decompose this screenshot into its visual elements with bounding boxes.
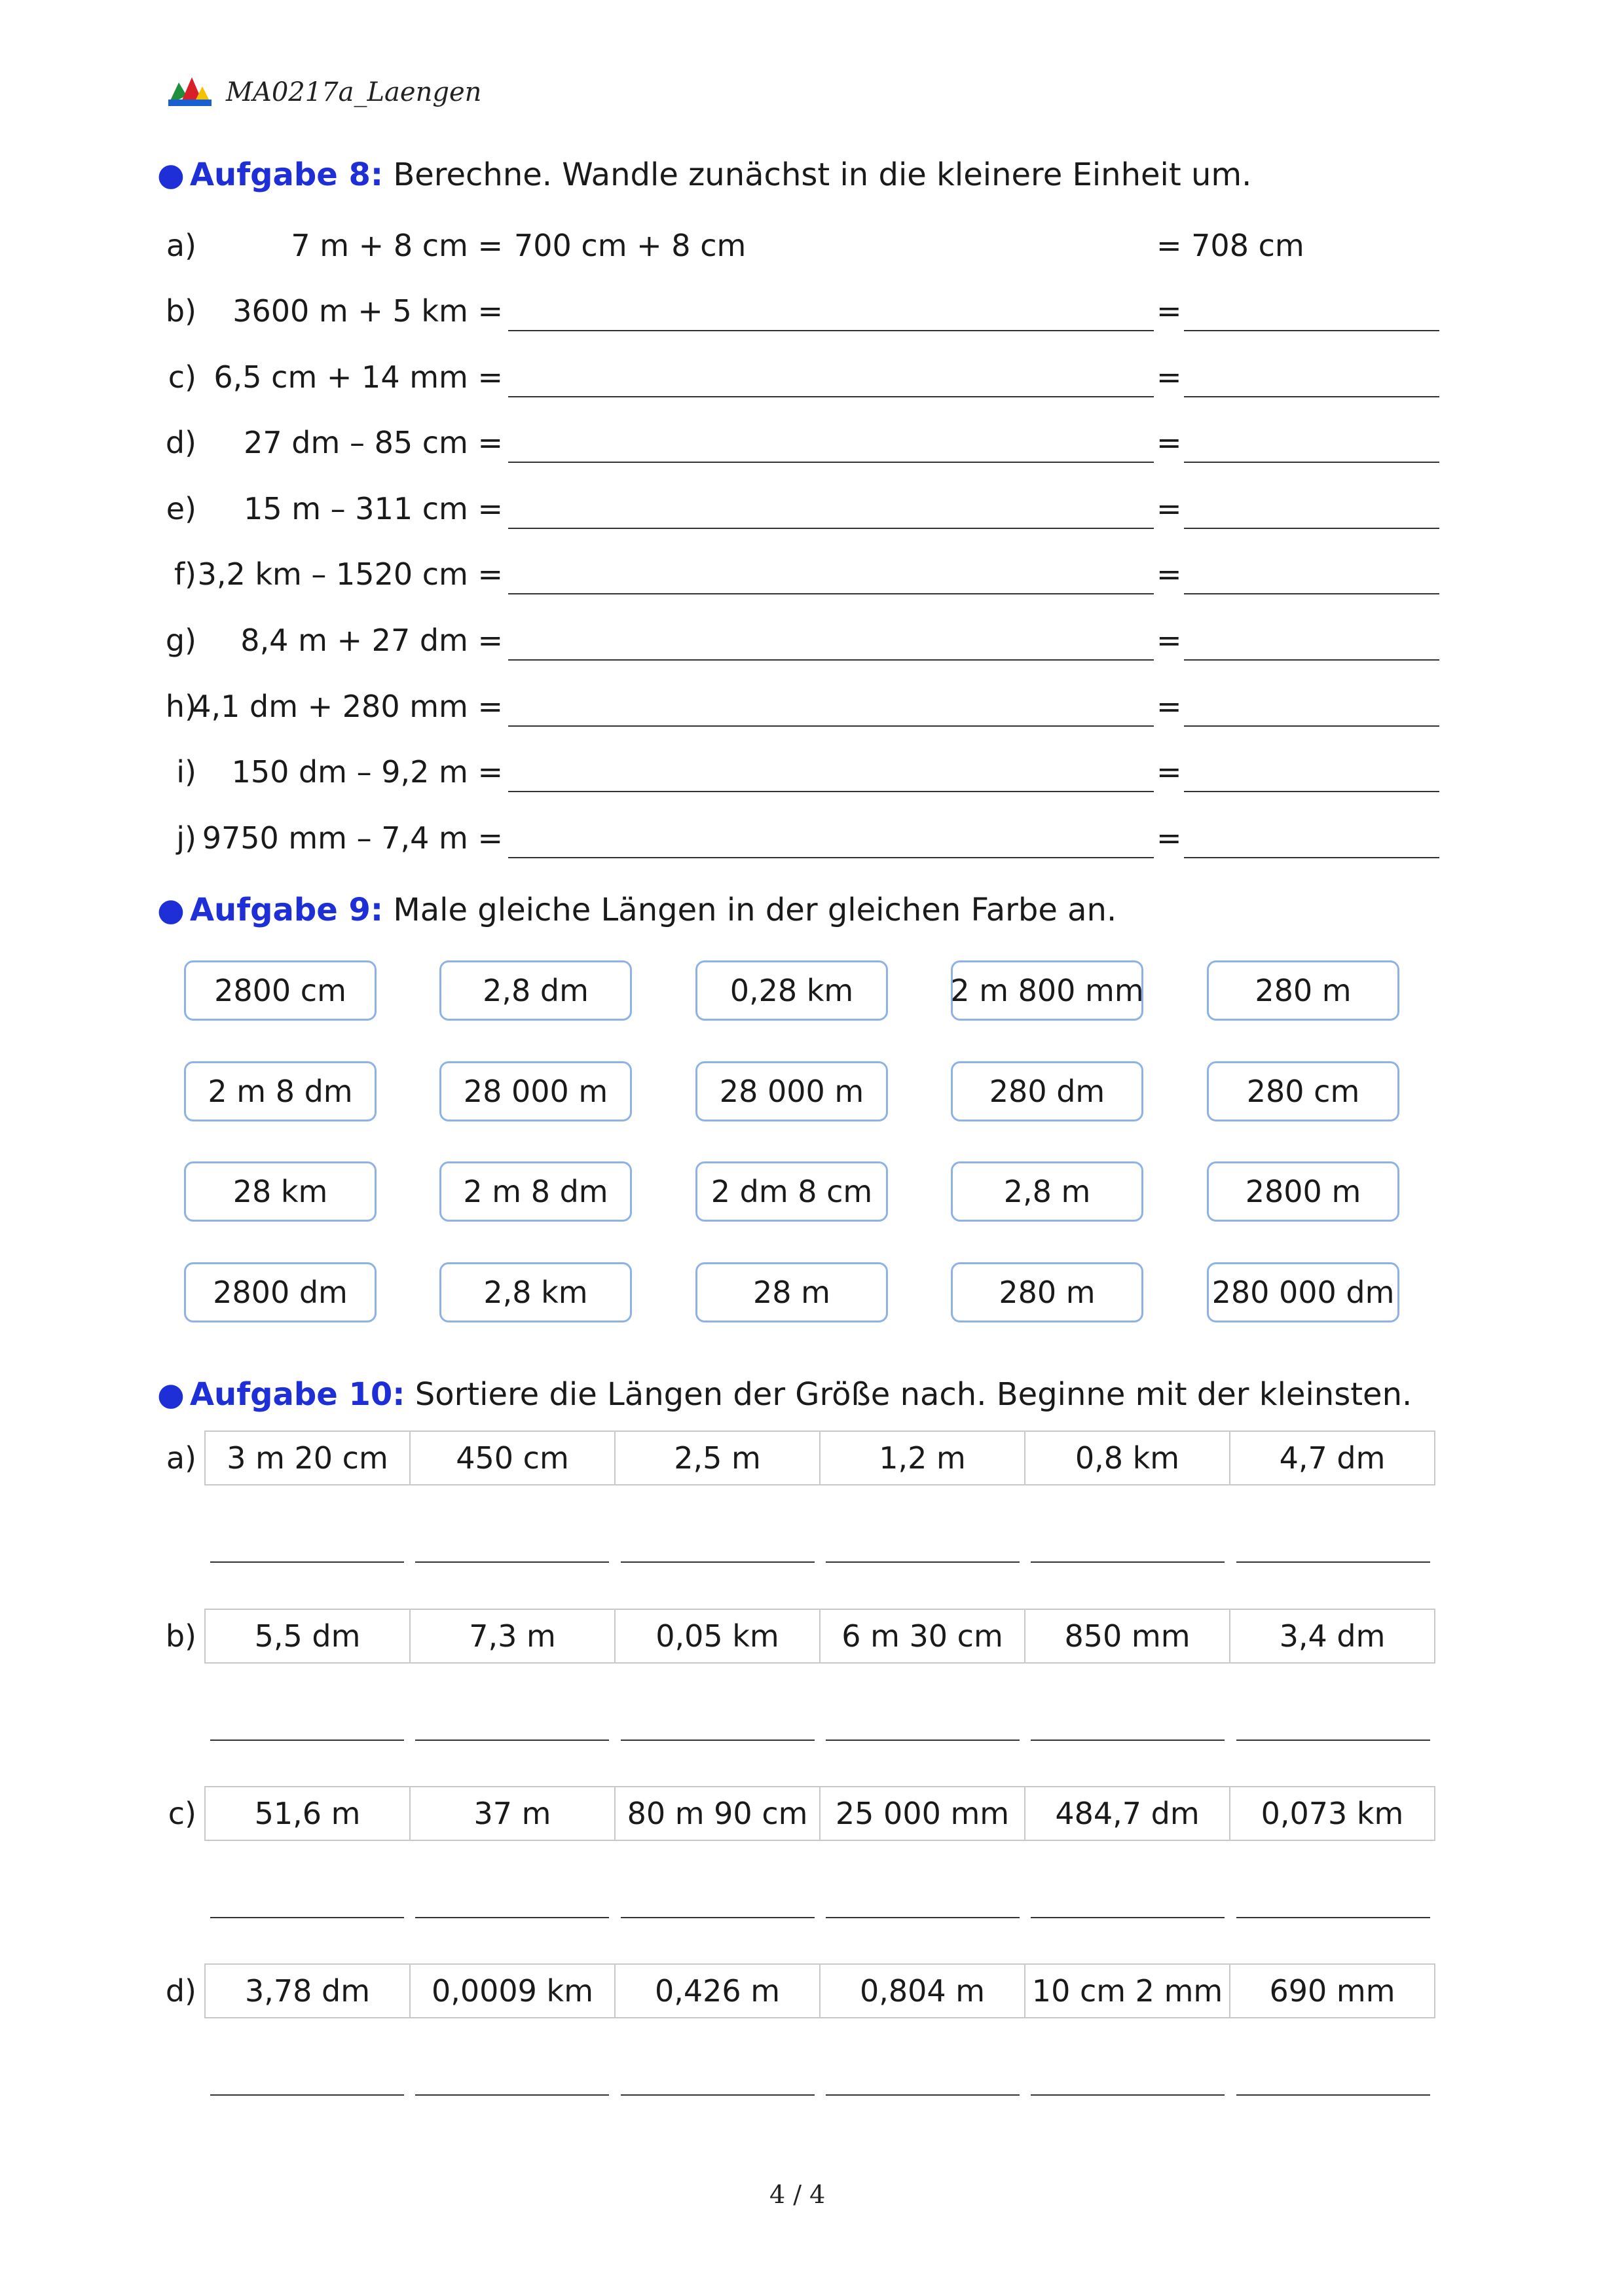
task10-label: Aufgabe 10: bbox=[189, 1376, 405, 1413]
result-line[interactable] bbox=[1184, 462, 1439, 463]
length-box[interactable]: 2800 m bbox=[1207, 1161, 1399, 1222]
task8-row bbox=[0, 551, 1624, 597]
answer-line[interactable] bbox=[508, 725, 1154, 727]
expression: 7 m + 8 cm = bbox=[291, 228, 503, 263]
task8-row bbox=[0, 815, 1624, 861]
length-box[interactable]: 280 dm bbox=[951, 1061, 1143, 1121]
answer-line[interactable] bbox=[1236, 1917, 1430, 1918]
row-letter: b) bbox=[165, 293, 196, 329]
equals-sign: = bbox=[1156, 359, 1182, 395]
bullet-icon: ● bbox=[157, 892, 185, 928]
answer-line[interactable] bbox=[415, 1917, 609, 1918]
expression: 6,5 cm + 14 mm = bbox=[213, 359, 503, 395]
length-box[interactable]: 2 m 8 dm bbox=[439, 1161, 632, 1222]
table-cell: 0,426 m bbox=[614, 1965, 819, 2017]
table-cell: 1,2 m bbox=[819, 1432, 1024, 1484]
task8-example-row bbox=[0, 223, 1624, 268]
answer-line[interactable] bbox=[1031, 2094, 1225, 2096]
sort-table bbox=[204, 1963, 1435, 2018]
expression: 4,1 dm + 280 mm = bbox=[192, 688, 503, 724]
length-box[interactable]: 2800 cm bbox=[184, 960, 377, 1021]
row-letter: c) bbox=[168, 359, 196, 395]
expression: 15 m – 311 cm = bbox=[244, 490, 503, 526]
answer-line[interactable] bbox=[1236, 1740, 1430, 1741]
expression: 3,2 km – 1520 cm = bbox=[197, 556, 503, 592]
page-number: 4 / 4 bbox=[769, 2180, 826, 2209]
length-box[interactable]: 2,8 dm bbox=[439, 960, 632, 1021]
equals-sign: = bbox=[1156, 490, 1182, 526]
row-letter: a) bbox=[166, 228, 196, 263]
length-box[interactable]: 28 000 m bbox=[695, 1061, 888, 1121]
result-line[interactable] bbox=[1184, 791, 1439, 792]
row-letter: j) bbox=[176, 820, 196, 856]
task8-row bbox=[0, 683, 1624, 729]
result-line[interactable] bbox=[1184, 528, 1439, 529]
bullet-icon: ● bbox=[157, 1376, 185, 1413]
document-title: MA0217a_Laengen bbox=[226, 77, 482, 107]
length-box[interactable]: 2 m 8 dm bbox=[184, 1061, 377, 1121]
worked-step: 700 cm + 8 cm bbox=[514, 228, 747, 263]
answer-line[interactable] bbox=[508, 857, 1154, 858]
length-box[interactable]: 280 m bbox=[951, 1262, 1143, 1322]
answer-line[interactable] bbox=[621, 1740, 815, 1741]
table-cell: 850 mm bbox=[1024, 1610, 1229, 1662]
table-cell: 0,0009 km bbox=[409, 1965, 614, 2017]
length-box[interactable]: 2800 dm bbox=[184, 1262, 377, 1322]
answer-line[interactable] bbox=[415, 1740, 609, 1741]
answer-line[interactable] bbox=[415, 1561, 609, 1563]
expression: 9750 mm – 7,4 m = bbox=[202, 820, 503, 856]
table-cell: 5,5 dm bbox=[254, 1618, 361, 1654]
publisher-logo-icon bbox=[167, 73, 213, 107]
answer-line[interactable] bbox=[210, 1917, 404, 1918]
task8-row bbox=[0, 617, 1624, 663]
expression: 3600 m + 5 km = bbox=[232, 293, 503, 329]
length-box[interactable]: 0,28 km bbox=[695, 960, 888, 1021]
worked-result: = 708 cm bbox=[1156, 228, 1304, 263]
table-cell: 0,073 km bbox=[1229, 1787, 1434, 1840]
result-line[interactable] bbox=[1184, 330, 1439, 331]
equals-sign: = bbox=[1156, 556, 1182, 592]
table-cell: 450 cm bbox=[409, 1432, 614, 1484]
answer-line[interactable] bbox=[621, 2094, 815, 2096]
answer-line[interactable] bbox=[508, 659, 1154, 661]
task8-instruction: Berechne. Wandle zunächst in die kleinere Einheit um. bbox=[393, 156, 1252, 193]
result-line[interactable] bbox=[1184, 725, 1439, 727]
row-letter: a) bbox=[166, 1440, 196, 1476]
result-line[interactable] bbox=[1184, 659, 1439, 661]
answer-line[interactable] bbox=[210, 1561, 404, 1563]
task8-row bbox=[0, 420, 1624, 465]
answer-line[interactable] bbox=[826, 1740, 1020, 1741]
length-box[interactable]: 28 000 m bbox=[439, 1061, 632, 1121]
table-cell: 0,804 m bbox=[819, 1965, 1024, 2017]
task8-heading bbox=[157, 155, 1251, 194]
answer-line[interactable] bbox=[508, 593, 1154, 594]
task8-label: Aufgabe 8: bbox=[189, 156, 384, 193]
answer-line[interactable] bbox=[1031, 1561, 1225, 1563]
answer-line[interactable] bbox=[415, 2094, 609, 2096]
table-cell: 10 cm 2 mm bbox=[1024, 1965, 1229, 2017]
task9-instruction: Male gleiche Längen in der gleichen Farbe an. bbox=[393, 892, 1117, 928]
equals-sign: = bbox=[1156, 623, 1182, 658]
task9-label: Aufgabe 9: bbox=[189, 892, 384, 928]
row-letter: b) bbox=[165, 1618, 196, 1654]
sort-table bbox=[204, 1609, 1435, 1664]
length-box[interactable]: 2 m 800 mm bbox=[951, 960, 1143, 1021]
task10-heading bbox=[157, 1375, 1412, 1414]
table-cell: 690 mm bbox=[1229, 1965, 1434, 2017]
answer-line[interactable] bbox=[826, 1561, 1020, 1563]
length-box[interactable]: 280 000 dm bbox=[1207, 1262, 1399, 1322]
equals-sign: = bbox=[1156, 293, 1182, 329]
answer-line[interactable] bbox=[508, 528, 1154, 529]
table-cell: 80 m 90 cm bbox=[614, 1787, 819, 1840]
table-cell: 0,8 km bbox=[1024, 1432, 1229, 1484]
answer-line[interactable] bbox=[210, 2094, 404, 2096]
result-line[interactable] bbox=[1184, 857, 1439, 858]
table-cell: 51,6 m bbox=[254, 1796, 361, 1831]
length-box[interactable]: 2,8 m bbox=[951, 1161, 1143, 1222]
length-box[interactable]: 2,8 km bbox=[439, 1262, 632, 1322]
table-cell: 2,5 m bbox=[614, 1432, 819, 1484]
row-letter: i) bbox=[176, 754, 196, 790]
row-letter: f) bbox=[174, 556, 196, 592]
task10-instruction: Sortiere die Längen der Größe nach. Beginne mit der kleinsten. bbox=[415, 1376, 1412, 1413]
table-cell: 3,78 dm bbox=[244, 1973, 371, 2009]
result-line[interactable] bbox=[1184, 396, 1439, 397]
table-cell: 4,7 dm bbox=[1229, 1432, 1434, 1484]
sort-table bbox=[204, 1430, 1435, 1485]
expression: 150 dm – 9,2 m = bbox=[231, 754, 503, 790]
task9-heading bbox=[157, 890, 1116, 930]
equals-sign: = bbox=[1156, 754, 1182, 790]
row-letter: e) bbox=[166, 490, 196, 526]
result-line[interactable] bbox=[1184, 593, 1439, 594]
answer-line[interactable] bbox=[1031, 1740, 1225, 1741]
row-letter: g) bbox=[165, 623, 196, 658]
row-letter: h) bbox=[165, 688, 196, 724]
length-box[interactable]: 2 dm 8 cm bbox=[695, 1161, 888, 1222]
expression: 27 dm – 85 cm = bbox=[244, 425, 503, 461]
answer-line[interactable] bbox=[1031, 1917, 1225, 1918]
task8-row bbox=[0, 288, 1624, 334]
table-cell: 3 m 20 cm bbox=[227, 1440, 388, 1476]
answer-line[interactable] bbox=[826, 2094, 1020, 2096]
answer-line[interactable] bbox=[508, 330, 1154, 331]
answer-line[interactable] bbox=[210, 1740, 404, 1741]
bullet-icon: ● bbox=[157, 156, 185, 193]
answer-line[interactable] bbox=[1236, 1561, 1430, 1563]
task8-row bbox=[0, 486, 1624, 532]
expression: 8,4 m + 27 dm = bbox=[240, 623, 503, 658]
table-cell: 25 000 mm bbox=[819, 1787, 1024, 1840]
answer-line[interactable] bbox=[508, 396, 1154, 397]
table-cell: 37 m bbox=[409, 1787, 614, 1840]
row-letter: d) bbox=[165, 1973, 196, 2009]
table-cell: 6 m 30 cm bbox=[819, 1610, 1024, 1662]
row-letter: c) bbox=[168, 1796, 196, 1831]
length-box[interactable]: 280 m bbox=[1207, 960, 1399, 1021]
answer-line[interactable] bbox=[508, 462, 1154, 463]
task8-row bbox=[0, 749, 1624, 795]
table-cell: 0,05 km bbox=[614, 1610, 819, 1662]
equals-sign: = bbox=[1156, 688, 1182, 724]
answer-line[interactable] bbox=[1236, 2094, 1430, 2096]
sort-table bbox=[204, 1786, 1435, 1841]
table-cell: 7,3 m bbox=[409, 1610, 614, 1662]
equals-sign: = bbox=[1156, 425, 1182, 461]
length-box[interactable]: 280 cm bbox=[1207, 1061, 1399, 1121]
length-box[interactable]: 28 m bbox=[695, 1262, 888, 1322]
equals-sign: = bbox=[1156, 820, 1182, 856]
task8-row bbox=[0, 354, 1624, 400]
answer-line[interactable] bbox=[826, 1917, 1020, 1918]
length-box[interactable]: 28 km bbox=[184, 1161, 377, 1222]
answer-line[interactable] bbox=[621, 1917, 815, 1918]
answer-line[interactable] bbox=[508, 791, 1154, 792]
table-cell: 3,4 dm bbox=[1229, 1610, 1434, 1662]
table-cell: 484,7 dm bbox=[1024, 1787, 1229, 1840]
answer-line[interactable] bbox=[621, 1561, 815, 1563]
row-letter: d) bbox=[165, 425, 196, 461]
